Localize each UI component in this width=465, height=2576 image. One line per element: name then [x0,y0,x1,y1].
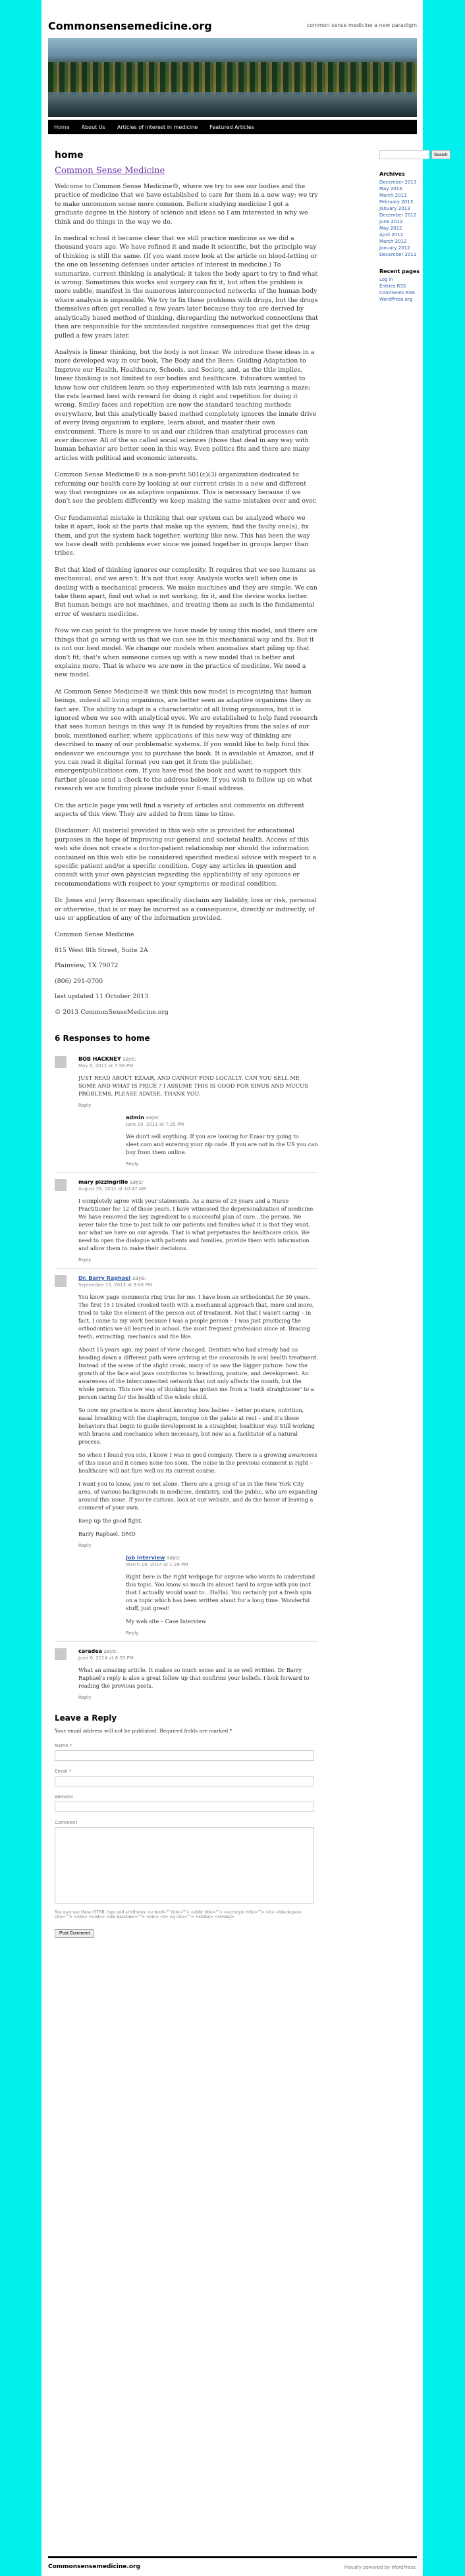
comment-author-link[interactable]: Job interview [126,1554,165,1561]
email-field[interactable] [55,1776,314,1786]
divider [55,1268,318,1269]
comment-date[interactable]: August 26, 2011 at 10:47 AM [78,1186,146,1192]
archive-link[interactable]: March 2012 [379,239,407,244]
paragraph: Analysis is linear thinking, but the body is not linear. We introduce these ideas in a more developed way in our book, The Body and the Bees: Guiding Adaptation to Improve our Health, Healthcare, Schools, and Society, and, as the title implies, linear thinking is not limited to our bodies and healthcare. Educators wanted to know how our children learn so they experimented with lab rats learning a maze; the rats learned best with reward for doing it right and repetition for doing it wrong. Smiley faces and repetition are now the standard teaching methods everywhere, but this analytically based method completely ignores the innate drive of every living organism to explore, learn about, and master their own environment. There is more to us and our children than analytical processes can ever discover. All of the so called social sciences (those that deal in any way with human behavior are better seen in this way. Even politics fits and there are many articles with political and economic interests. [55,348,317,462]
reply-link[interactable]: Reply [78,1694,92,1700]
comment-text: I completely agree with your statements. As a nurse of 25 years and a Nurse Practitioner for 12 of those years, I have witnessed the depersonalization of medicine. We have removed the key ingredient to a successful plan of care…the person. We never take the time to just talk to our patients and families what it is that they want, nor what we have on our agenda. That is what perpetuates the healthcare crisis. We need to open the dialogue with patients and families, provide them with information and allow them to make their decisions. [78,1197,315,1251]
paragraph: But that kind of thinking ignores our complexity. It requires that we see humans as mechanical; and we aren't. It's not that easy. Analysis works well when one is dealing with a mechanical process. We make machines and they are simple. We can take them apart, find out what is not working, fix it, and the device works better. But human beings are not machines, and treating them as such is the fundamental error of western medicine. [55,566,317,618]
recent-link[interactable]: Entries RSS [379,284,406,289]
post-comment-button[interactable]: Post Comment [55,1929,94,1938]
paragraph: Common Sense Medicine® is a non-profit 501(c)(3) organization dedicated to reforming our health care by looking at our current crisis in a new and different way that recognizes us as adaptive organisms. This is necessary because if we don't see the problem differently we keep making the same mistakes over and over. [55,471,317,505]
comment [55,1056,318,1173]
avatar [55,1648,67,1660]
comment-author: caradea says: [78,1648,118,1654]
contact-address [55,930,318,1016]
header-image [48,38,417,117]
comment-author: admin says: [126,1114,160,1121]
nav-featured-articles[interactable]: Featured Articles [209,124,254,130]
nav-about-us[interactable]: About Us [81,124,105,130]
entry-content [55,182,318,1017]
comment-author: mary pizzingrillo says: [78,1178,144,1185]
comment-label: Comment [55,1819,78,1825]
reply-note: Your email address will not be published. Required fields are marked * [55,1727,232,1734]
name-field[interactable] [55,1750,314,1761]
divider [55,1172,318,1173]
archive-link[interactable]: December 2011 [379,252,417,257]
email-label: Email * [55,1768,72,1774]
allowed-tags-note: You may use these HTML tags and attributes: <a href="" title=""> <abbr title=""> <acronym title=""> <b> <blockquote cite=""> <cite> <code> <del datetime=""> <em> <i> <q cite=""> <strike> <strong> [55,1909,302,1919]
comment-text: You know page comments ring true for me. I have been an orthodontist for 30 years. The first 15 I treated crooked teeth with a mechanical approach that, more and more, tried to take the element of the person out of treatment. Not that I wasn't caring – in fact, I came to my work because I was a people person – I was just practicing the orthodontics we all learned in school, the most frequent profession since at. Bracing teeth, extracting, mechanics and the like. [78,1293,314,1340]
page-wrapper [41,0,448,2576]
site-title[interactable]: Commonsensemedicine.org [48,20,212,32]
archives-list [379,179,451,258]
recent-link[interactable]: WordPress.org [379,297,413,302]
comments-title: 6 Responses to home [55,1033,150,1043]
archive-link[interactable]: January 2013 [379,206,410,211]
copyright: © 2013 CommonSenseMedicine.org [55,1008,169,1016]
comment-author: Job interview says: [126,1554,180,1561]
name-label: Name * [55,1742,72,1748]
archive-link[interactable]: June 2012 [379,219,403,224]
archive-link[interactable]: December 2013 [379,180,417,185]
comment [55,1275,318,1642]
archive-link[interactable]: December 2012 [379,213,417,218]
address-city: Plainview, TX 79072 [55,962,119,970]
paragraph: Welcome to Common Sense Medicine®, where we try to see our bodies and the practice of medicine that we have established to care for them in a new way; we try to make uncommon sense more common. Before studying medicine I got a graduate degree in the history of science and ideas so I am interested in why we think and do things in the way we do. [55,183,318,226]
reply-link[interactable]: Reply [78,1257,92,1263]
comment-text: Right here is the right webpage for anyone who wants to understand this topic. You know so much its almost hard to argue with you (not that I actually would want to…HaHa). You certainly put a fresh spin on a topic which has been written about for a long time. Wonderful stuff, just great! [126,1573,315,1611]
archive-link[interactable]: March 2013 [379,193,407,198]
comment-reply [102,1555,318,1636]
archive-link[interactable]: May 2012 [379,226,402,231]
last-updated: last updated 11 October 2013 [55,993,149,1001]
main-navigation [48,120,417,134]
avatar [55,1179,67,1191]
comment-text: So when I found you site, I knew I was in good company. There is a growing awareness of this issue and it comes none too soon. The noise in the previous comment is right – healthcare will not fare well on its current course. [78,1451,317,1474]
recent-link[interactable]: Comments RSS [379,290,415,295]
site-tagline: common sense medicine a new paradigm [306,22,417,28]
comment-text: What an amazing article. It makes so much sense and is so well written. Dr Barry Raphael's reply is also a great follow up that confirms your beliefs. I look forward to reading the previous posts. [78,1666,310,1689]
comment-text: JUST READ ABOUT EZAAR, AND CANNOT FIND LOCALLY. CAN YOU SELL ME SOME AND WHAT IS PRICE ? I ASSUME THIS IS GOOD FOR SINUS AND MUCUS PROBLEMS. PLEASE ADVISE. THANK YOU. [78,1074,308,1097]
avatar [55,1275,67,1287]
address-street: 815 West 8th Street, Suite 2A [55,946,148,954]
reply-form [55,1713,318,1938]
comment-date[interactable]: September 15, 2013 at 9:06 PM [78,1282,152,1288]
comment-text: So now my practice is more about knowing how babies – better posture, nutrition, nasal breathing with the diaphragm, tongue on the palate at rest – and it's these behaviors that begin to guide development in a straighter, healthier way. Still working with braces and mechanics when necessary, but now as a facilitator of a natural process. [78,1406,315,1445]
page-title: home [55,150,84,161]
header-trees [48,62,417,95]
address-phone: (806) 291-0700 [55,977,103,985]
comment-textarea[interactable] [55,1827,314,1904]
liability-disclaimer: Dr. Jones and Jerry Bozeman specifically disclaim any liability, loss or risk, personal or otherwise, that is or may be incurred as a consequence, directly or indirectly, of use or application of any of the information provided. [55,897,317,922]
archive-link[interactable]: February 2013 [379,199,414,205]
comment [55,1179,318,1269]
paragraph: Our fundamental mistake is thinking that our system can be analyzed where we take it apart, look at the parts that make up the system, find the faulty one(s), fix them, and put the system back together, working like new. This has been the way we have dealt with problems ever since we joined together in groups larger than tribes. [55,514,310,557]
reply-link[interactable]: Reply [78,1542,92,1548]
disclaimer: Disclaimer: All material provided in this web site is provided for educational purposes in the hope of improving our general and societal health. Access of this web site does not create a doctor-patient relationship nor should the information contained on this web site be considered specified medical advice with respect to a specific patient and/or a specific condition. Copy any articles in question and consult with your own physician regarding the applicability of any opinions or recommendations with respect to your symptoms or medical condition. [55,827,317,888]
main-content [55,150,318,1938]
archives-title: Archives [379,171,405,177]
comment-date[interactable]: June 6, 2014 at 6:33 PM [78,1655,134,1661]
paragraph: Now we can point to the progress we have made by using this model, and there are things that go wrong with us that we can see in this mechanical way and fix. But it is not our best model. We change our models when anomalies start piling up that don't fit; that's when someone comes up with a new model that is better and explains more. That is where we are now in the practice of medicine. We need a new model. [55,627,317,679]
website-field[interactable] [55,1802,314,1812]
powered-by-link[interactable]: Proudly powered by WordPress. [344,2565,417,2570]
comment-author: BOB HACKNEY says: [78,1055,137,1062]
search-input[interactable] [379,150,429,159]
paragraph: On the article page you will find a variety of articles and comments on different aspects of this view. They are added to from time to time. [55,801,305,818]
paragraph: In medical school it became clear that we still practice medicine as we did a thousand years ago. We have refined it and made it scientific, but the principle way of thinking is still the same. (If you want more look at the article on blood-letting or the one on lessening defenses under articles of interest in medicine.) To summarize, current thinking is analytical; it takes the body apart to try to find what is wrong. Sometimes this works and surgery can fix it, but often the problem is more subtle, manifest in the numerous interconnected networks of the human body where analysis is impossible. We try to fix these problems with drugs, but the drugs themselves often get recalled a few years later because they too are derived by analytically based method of thinking, disregarding the networked connections that then are responsible for the unintended negative consequences that get the drug pulled a few years later. [55,235,318,340]
comment-text: I want you to know, you're not alone. There are a group of us in the New York City area, of various backgrounds in medicine, dentistry, and the public, who are expanding around this issue. If you're curious, look at our website, and do the honor of leaving a comment of your own. [78,1480,317,1511]
reply-link[interactable]: Reply [126,1630,139,1636]
footer [48,2556,417,2570]
recent-pages-list [379,276,451,303]
comment-signature: Barry Raphael, DMD [78,1530,136,1537]
comment-author: Dr. Barry Raphael says: [78,1275,146,1281]
avatar [55,1056,67,1068]
comment-text: My web site – Case Interview [126,1617,207,1625]
nav-home[interactable]: Home [54,124,70,130]
footer-site-title[interactable]: Commonsensemedicine.org [48,2563,140,2570]
address-org: Common Sense Medicine [55,931,134,939]
website-label: Website [55,1794,73,1800]
reply-title: Leave a Reply [55,1713,117,1723]
comment-date[interactable]: June 19, 2011 at 7:25 PM [126,1121,184,1127]
reply-link[interactable]: Reply [78,1102,92,1108]
page-heading-link[interactable]: Common Sense Medicine [55,166,165,176]
comment-date[interactable]: May 9, 2011 at 7:58 PM [78,1063,134,1069]
comment-text: Keep up the good fight. [78,1517,143,1524]
archive-link[interactable]: April 2012 [379,232,404,238]
comment-date[interactable]: March 18, 2014 at 1:29 PM [126,1561,188,1567]
comment-reply [102,1115,318,1167]
recent-pages-title: Recent pages [379,268,420,274]
paragraph: At Common Sense Medicine® we think this new model is recognizing that human beings, indeed all living organisms, are better seen as adaptive organisms they in fact are. The ability to adapt is a characteristic of all living organisms, but it is ignored when we see with analytical eyes. We are established to help fund research that sees human beings in this way. It is funded by royalties from the sales of our book, mentioned earlier, where applications of this new way of thinking are described to many of our problematic systems. If you would like to help fund this endeavor we encourage you to purchase the book. It is available at Amazon, and if you can read it digital format you can get it from the publisher, emergentpublications.com. If you have read the book and want to support this further please send a check to the address below. If you wish to follow up on what research we are funding please include your E-mail address. [55,688,318,793]
search-form [379,150,451,159]
divider [55,1641,318,1642]
comment-text: We don't sell anything. If you are looking for Ezaar try going to sleet.com and entering your zip code. If you are not in the US you can buy from them online. [126,1132,318,1155]
sidebar [379,150,451,313]
comment-text: About 15 years ago, my point of view changed. Dentists who had already had us heading down a different path were arriving at the crossroads in oral health treatment. Instead of the scene of the slight crook, many of us saw the bigger picture: how the growth of the face and jaws contributes to breathing, posture, and development. An awareness of the interconnected network that not only affects the mouth, but the whole person. This new way of thinking has gotten me from a 'tooth straightener' to a person caring for the health of the whole child. [78,1346,318,1400]
nav-articles-of-interest[interactable]: Articles of interest in medicine [117,124,198,130]
header-water-reflection [48,92,417,117]
archive-link[interactable]: May 2013 [379,186,402,191]
recent-link[interactable]: Log in [379,277,394,282]
comment [55,1648,318,1700]
archive-link[interactable]: January 2012 [379,245,410,251]
comment-author-link[interactable]: Dr. Barry Raphael [78,1275,131,1281]
reply-link[interactable]: Reply [126,1161,139,1167]
search-button[interactable]: Search [431,150,451,159]
